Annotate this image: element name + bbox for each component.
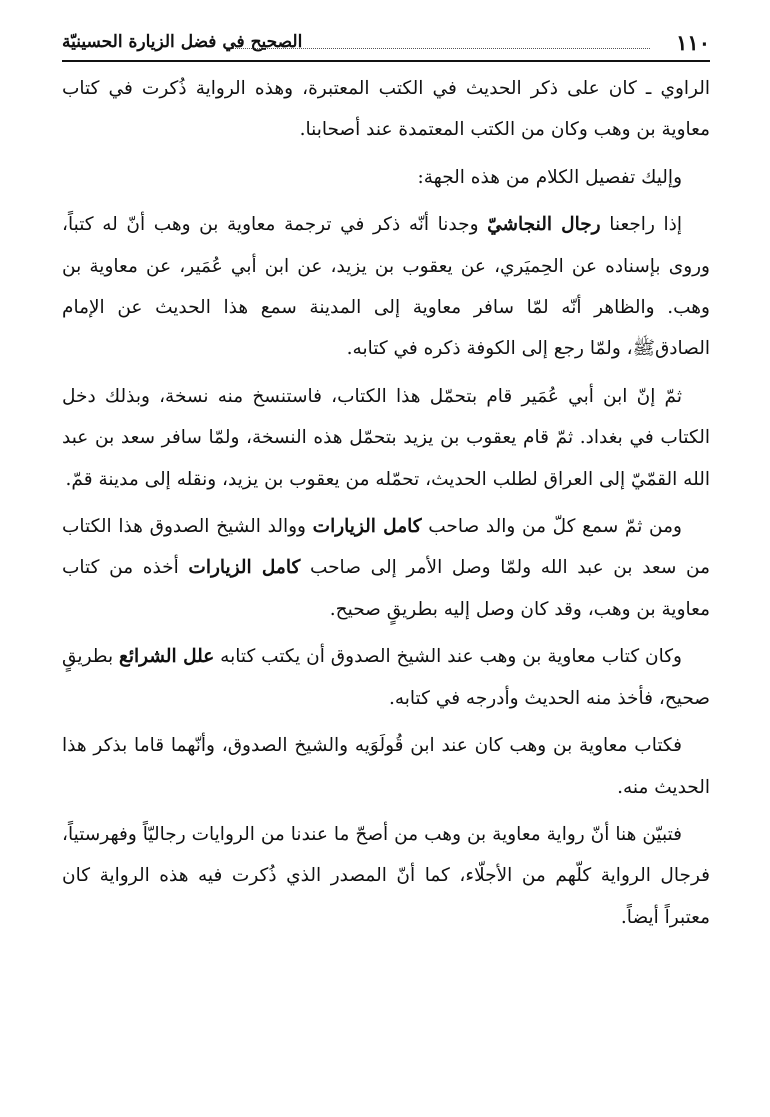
paragraph-text: وكان كتاب معاوية بن وهب عند الشيخ الصدوق أن يكتب كتابه: [214, 646, 682, 668]
running-title: الصحيح في فضل الزيارة الحسينيّة: [62, 32, 303, 52]
book-title-kamil-ziyarat: كامل الزيارات: [188, 557, 301, 579]
paragraph-text: الراوي ـ كان على ذكر الحديث في الكتب المعتبرة، وهذه الرواية ذُكرت في كتاب معاوية بن وهب وكان من الكتب المعتمدة عند أصحابنا.: [62, 78, 710, 141]
book-title-ilal-sharai: علل الشرائع: [119, 646, 215, 668]
paragraph-text: إذا راجعنا: [600, 214, 683, 236]
paragraph-8: [62, 814, 710, 938]
book-title-rijal-najashi: رجال النجاشيّ: [487, 214, 601, 236]
paragraph-5: [62, 506, 710, 630]
paragraph-text: أخذه من كتاب معاوية بن وهب، وقد كان وصل إليه بطريقٍ صحيح.: [62, 557, 710, 620]
paragraph-text: فكتاب معاوية بن وهب كان عند ابن قُولَوَيه والشيخ الصدوق، وأنّهما قاما بذكر هذا الحديث منه.: [62, 735, 710, 798]
paragraph-text: فتبيّن هنا أنّ رواية معاوية بن وهب من أصحّ ما عندنا من الروايات رجاليّاً وفهرستياً، فرجال الرواية كلّهم من الأجلّاء، كما أنّ المصدر الذي ذُكرت فيه هذه الرواية كان معتبراً أيضاً.: [62, 823, 710, 928]
paragraph-1: [62, 68, 710, 151]
paragraph-text: وإليك تفصيل الكلام من هذه الجهة:: [417, 166, 682, 188]
paragraph-text: ثمّ إنّ ابن أبي عُمَير قام بتحمّل هذا الكتاب، فاستنسخ منه نسخة، وبذلك دخل الكتاب في بغداد. ثمّ قام يعقوب بن يزيد بتحمّل هذه النسخة، ولمّا سافر سعد بن عبد الله القمّيّ إلى العراق لطلب الحديث، تحمّله من يعقوب بن يزيد، ونقله إلى مدينة قمّ.: [62, 385, 710, 490]
paragraph-text: بطريقٍ صحيح، فأخذ منه الحديث وأدرجه في كتابه.: [62, 646, 710, 709]
paragraph-2: [62, 157, 710, 198]
paragraph-text: ومن ثمّ سمع كلّ من والد صاحب: [421, 516, 682, 538]
paragraph-6: [62, 636, 710, 719]
page-body: [62, 68, 710, 944]
paragraph-text: ووالد الشيخ الصدوق هذا الكتاب من سعد بن عبد الله ولمّا وصل الأمر إلى صاحب: [62, 516, 710, 579]
paragraph-7: [62, 725, 710, 808]
book-title-kamil-ziyarat: كامل الزيارات: [312, 516, 422, 538]
paragraph-3: [62, 204, 710, 370]
paragraph-4: [62, 376, 710, 500]
page-number: ١١٠: [676, 30, 710, 55]
page-header: [62, 26, 710, 62]
paragraph-text: وجدنا أنّه ذكر في ترجمة معاوية بن وهب أنّ له كتباً، وروى بإسناده عن الحِميَري، عن يعقوب بن يزيد، عن ابن أبي عُمَير، عن معاوية بن وهب. والظاهر أنّه لمّا سافر معاوية إلى المدينة سمع هذا الحديث عن الإمام الصادقﷺ، ولمّا رجع إلى الكوفة ذكره في كتابه.: [62, 214, 710, 360]
